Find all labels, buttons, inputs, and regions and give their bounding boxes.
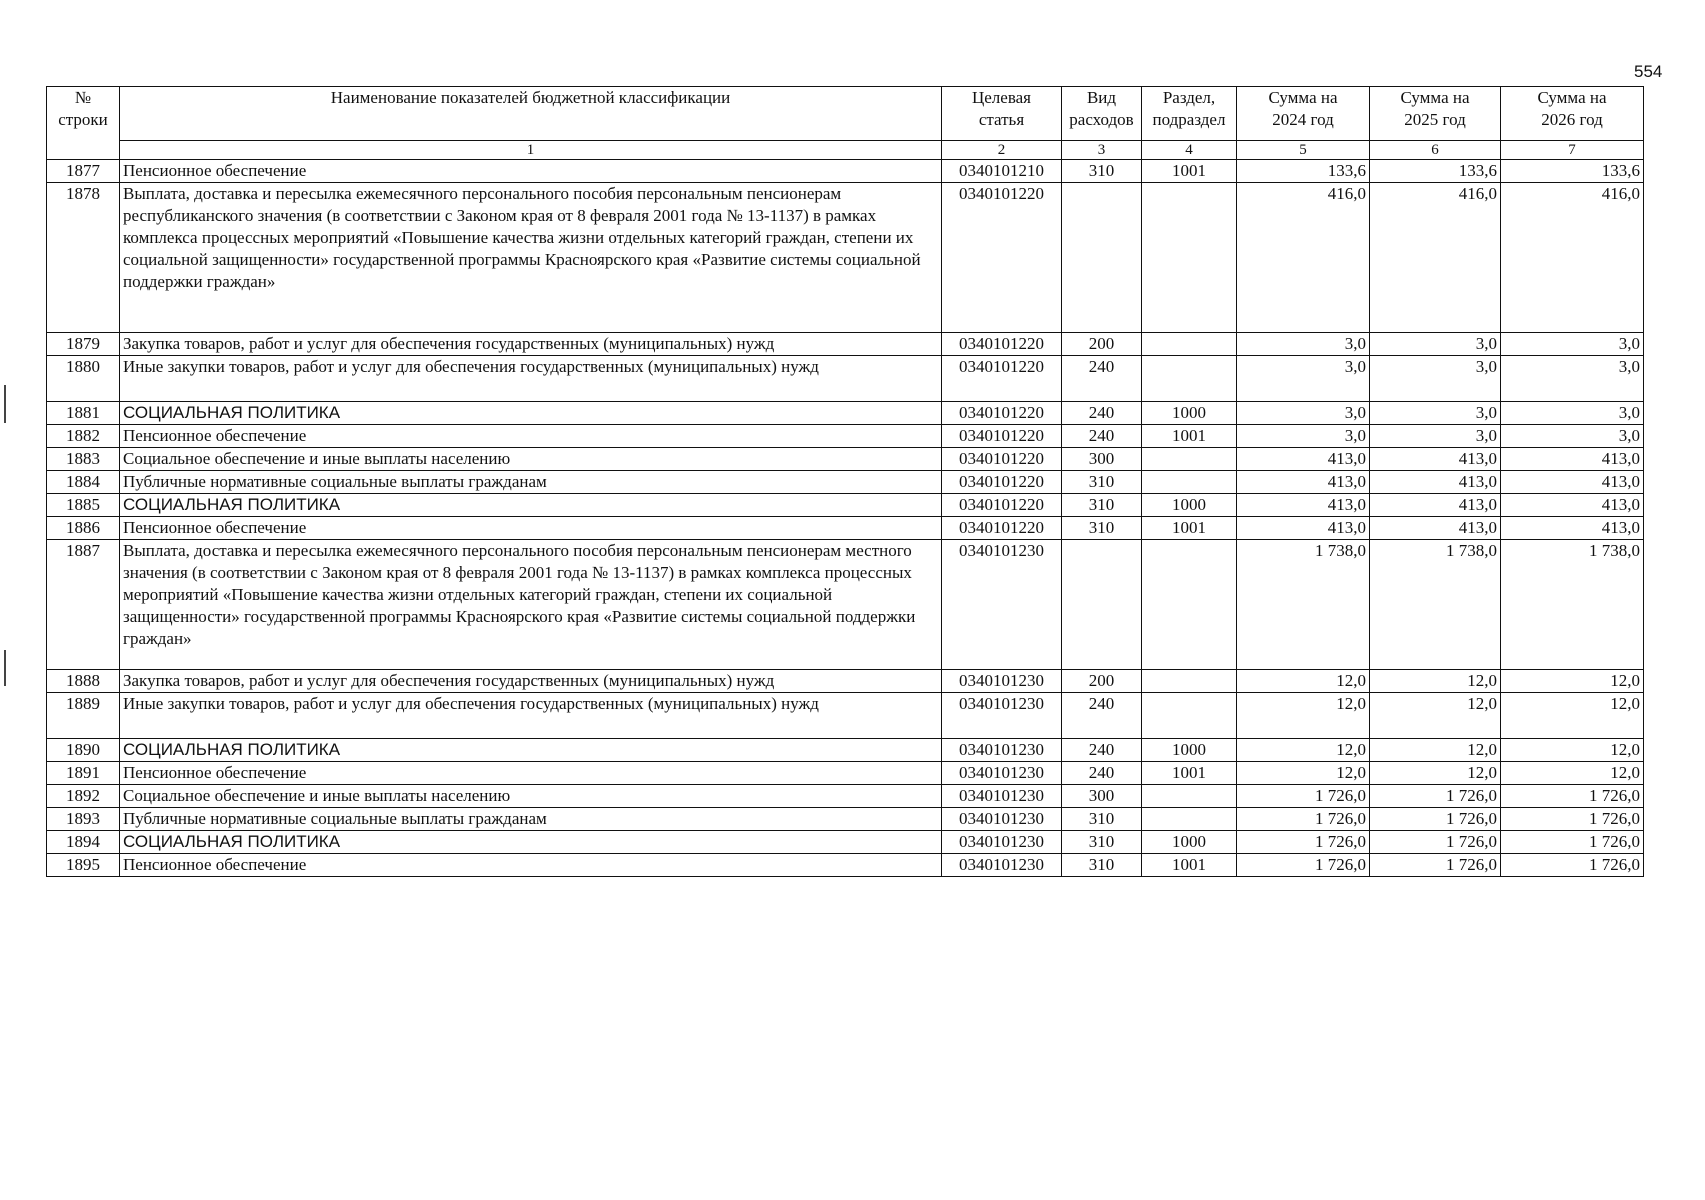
target-article-code: 0340101230 [942,670,1062,693]
sum-2026: 3,0 [1501,402,1644,425]
indicator-name: Закупка товаров, работ и услуг для обеспечения государственных (муниципальных) нужд [120,333,942,356]
sum-2025: 12,0 [1370,762,1501,785]
expense-type-code: 310 [1062,854,1142,877]
sum-2024: 133,6 [1237,160,1370,183]
expense-type-code: 300 [1062,448,1142,471]
sum-2024: 413,0 [1237,448,1370,471]
sum-2025: 12,0 [1370,670,1501,693]
sum-2025: 3,0 [1370,356,1501,402]
row-number: 1892 [47,785,120,808]
expense-type-code: 240 [1062,425,1142,448]
table-row [47,160,1644,183]
sum-2024: 413,0 [1237,494,1370,517]
sum-2025: 133,6 [1370,160,1501,183]
expense-type-code: 200 [1062,670,1142,693]
row-number: 1881 [47,402,120,425]
indicator-name: СОЦИАЛЬНАЯ ПОЛИТИКА [120,739,942,762]
sum-2024: 413,0 [1237,471,1370,494]
sum-2024: 3,0 [1237,333,1370,356]
indicator-name: Пенсионное обеспечение [120,762,942,785]
row-number: 1893 [47,808,120,831]
section-code: 1000 [1142,739,1237,762]
expense-type-code: 310 [1062,471,1142,494]
header-target-article: Целевая статья [942,87,1062,141]
sum-2024: 12,0 [1237,762,1370,785]
target-article-code: 0340101220 [942,333,1062,356]
sum-2026: 3,0 [1501,333,1644,356]
sum-2024: 12,0 [1237,670,1370,693]
sum-2026: 1 738,0 [1501,540,1644,670]
sum-2026: 3,0 [1501,356,1644,402]
section-code: 1000 [1142,831,1237,854]
section-code: 1001 [1142,517,1237,540]
column-number: 7 [1501,141,1644,160]
sum-2024: 413,0 [1237,517,1370,540]
sum-2025: 3,0 [1370,333,1501,356]
table-row [47,356,1644,402]
sum-2025: 12,0 [1370,739,1501,762]
indicator-name: Пенсионное обеспечение [120,517,942,540]
page-number: 554 [1634,62,1663,81]
sum-2026: 413,0 [1501,517,1644,540]
table-row [47,739,1644,762]
table-row [47,670,1644,693]
indicator-name: Иные закупки товаров, работ и услуг для обеспечения государственных (муниципальных) нужд [120,356,942,402]
target-article-code: 0340101210 [942,160,1062,183]
row-number: 1886 [47,517,120,540]
indicator-name: СОЦИАЛЬНАЯ ПОЛИТИКА [120,402,942,425]
section-code [1142,448,1237,471]
table-row [47,540,1644,670]
sum-2024: 3,0 [1237,425,1370,448]
sum-2024: 1 726,0 [1237,831,1370,854]
column-number: 3 [1062,141,1142,160]
table-row [47,854,1644,877]
sum-2026: 12,0 [1501,739,1644,762]
header-sum-2024: Сумма на 2024 год [1237,87,1370,141]
sum-2024: 3,0 [1237,402,1370,425]
target-article-code: 0340101220 [942,356,1062,402]
sum-2024: 416,0 [1237,183,1370,333]
expense-type-code: 310 [1062,808,1142,831]
header-indicator-name: Наименование показателей бюджетной классификации [120,87,942,141]
table-header-row [47,87,1644,141]
sum-2026: 416,0 [1501,183,1644,333]
column-number: 6 [1370,141,1501,160]
section-code [1142,693,1237,739]
sum-2024: 12,0 [1237,739,1370,762]
margin-scan-mark [4,650,6,686]
sum-2024: 12,0 [1237,693,1370,739]
sum-2026: 413,0 [1501,448,1644,471]
row-number: 1885 [47,494,120,517]
indicator-name: Пенсионное обеспечение [120,160,942,183]
section-code [1142,183,1237,333]
row-number: 1895 [47,854,120,877]
expense-type-code: 310 [1062,494,1142,517]
expense-type-code: 240 [1062,356,1142,402]
row-number: 1894 [47,831,120,854]
header-sum-2025: Сумма на 2025 год [1370,87,1501,141]
sum-2024: 1 726,0 [1237,808,1370,831]
expense-type-code: 310 [1062,831,1142,854]
sum-2024: 1 726,0 [1237,854,1370,877]
sum-2024: 1 726,0 [1237,785,1370,808]
sum-2026: 3,0 [1501,425,1644,448]
section-code: 1001 [1142,425,1237,448]
indicator-name: Пенсионное обеспечение [120,425,942,448]
table-row [47,494,1644,517]
expense-type-code: 300 [1062,785,1142,808]
target-article-code: 0340101230 [942,762,1062,785]
target-article-code: 0340101230 [942,739,1062,762]
section-code [1142,670,1237,693]
sum-2025: 416,0 [1370,183,1501,333]
table-row [47,808,1644,831]
section-code [1142,808,1237,831]
section-code [1142,785,1237,808]
sum-2024: 3,0 [1237,356,1370,402]
sum-2026: 133,6 [1501,160,1644,183]
table-row [47,183,1644,333]
sum-2025: 3,0 [1370,402,1501,425]
section-code: 1001 [1142,160,1237,183]
sum-2026: 1 726,0 [1501,854,1644,877]
target-article-code: 0340101230 [942,854,1062,877]
section-code: 1001 [1142,762,1237,785]
expense-type-code: 310 [1062,517,1142,540]
row-number: 1889 [47,693,120,739]
header-sum-2026: Сумма на 2026 год [1501,87,1644,141]
indicator-name: Социальное обеспечение и иные выплаты населению [120,785,942,808]
indicator-name: Публичные нормативные социальные выплаты гражданам [120,808,942,831]
header-section: Раздел, подраздел [1142,87,1237,141]
table-row [47,425,1644,448]
row-number: 1882 [47,425,120,448]
sum-2026: 413,0 [1501,471,1644,494]
expense-type-code [1062,540,1142,670]
target-article-code: 0340101230 [942,785,1062,808]
sum-2026: 12,0 [1501,762,1644,785]
row-number: 1890 [47,739,120,762]
column-number: 5 [1237,141,1370,160]
sum-2025: 1 726,0 [1370,854,1501,877]
section-code: 1001 [1142,854,1237,877]
target-article-code: 0340101220 [942,448,1062,471]
section-code [1142,540,1237,670]
row-number: 1887 [47,540,120,670]
column-number: 2 [942,141,1062,160]
expense-type-code: 200 [1062,333,1142,356]
indicator-name: Социальное обеспечение и иные выплаты населению [120,448,942,471]
indicator-name: Иные закупки товаров, работ и услуг для обеспечения государственных (муниципальных) нужд [120,693,942,739]
expense-type-code: 240 [1062,693,1142,739]
section-code [1142,333,1237,356]
indicator-name: СОЦИАЛЬНАЯ ПОЛИТИКА [120,494,942,517]
indicator-name: Пенсионное обеспечение [120,854,942,877]
table-row [47,333,1644,356]
table-row [47,471,1644,494]
expense-type-code: 240 [1062,739,1142,762]
header-row-number: № строки [47,87,120,160]
section-code [1142,356,1237,402]
sum-2026: 12,0 [1501,670,1644,693]
sum-2025: 1 726,0 [1370,831,1501,854]
header-expense-type: Вид расходов [1062,87,1142,141]
row-number: 1879 [47,333,120,356]
table-row [47,831,1644,854]
sum-2026: 1 726,0 [1501,831,1644,854]
row-number: 1884 [47,471,120,494]
sum-2026: 12,0 [1501,693,1644,739]
column-number: 1 [120,141,942,160]
column-number-row [47,141,1644,160]
column-number: 4 [1142,141,1237,160]
section-code: 1000 [1142,494,1237,517]
table-row [47,785,1644,808]
row-number: 1891 [47,762,120,785]
sum-2025: 12,0 [1370,693,1501,739]
section-code [1142,471,1237,494]
sum-2024: 1 738,0 [1237,540,1370,670]
table-row [47,448,1644,471]
indicator-name: Закупка товаров, работ и услуг для обеспечения государственных (муниципальных) нужд [120,670,942,693]
target-article-code: 0340101230 [942,831,1062,854]
row-number: 1880 [47,356,120,402]
target-article-code: 0340101220 [942,494,1062,517]
target-article-code: 0340101220 [942,402,1062,425]
margin-scan-mark [4,385,6,423]
indicator-name: Публичные нормативные социальные выплаты гражданам [120,471,942,494]
row-number: 1877 [47,160,120,183]
indicator-name: Выплата, доставка и пересылка ежемесячного персонального пособия персональным пенсионерам республиканского значения (в соответствии с Законом края от 8 февраля 2001 года № 13-1137) в рамках комплекса процессных мероприятий «Повышение качества жизни отдельных категорий граждан, степени их социальной защищенности» государственной программы Красноярского края «Развитие системы социальной поддержки граждан» [120,183,942,333]
target-article-code: 0340101230 [942,540,1062,670]
sum-2025: 413,0 [1370,517,1501,540]
row-number: 1883 [47,448,120,471]
target-article-code: 0340101220 [942,517,1062,540]
sum-2026: 413,0 [1501,494,1644,517]
sum-2025: 3,0 [1370,425,1501,448]
sum-2025: 413,0 [1370,448,1501,471]
target-article-code: 0340101230 [942,693,1062,739]
sum-2025: 1 726,0 [1370,785,1501,808]
sum-2025: 413,0 [1370,494,1501,517]
row-number: 1888 [47,670,120,693]
expense-type-code: 310 [1062,160,1142,183]
target-article-code: 0340101220 [942,183,1062,333]
table-row [47,402,1644,425]
expense-type-code: 240 [1062,402,1142,425]
table-row [47,762,1644,785]
target-article-code: 0340101220 [942,425,1062,448]
indicator-name: Выплата, доставка и пересылка ежемесячного персонального пособия персональным пенсионерам местного значения (в соответствии с Законом края от 8 февраля 2001 года № 13-1137) в рамках комплекса процессных мероприятий «Повышение качества жизни отдельных категорий граждан, степени их социальной защищенности» государственной программы Красноярского края «Развитие системы социальной поддержки граждан» [120,540,942,670]
section-code: 1000 [1142,402,1237,425]
expense-type-code: 240 [1062,762,1142,785]
target-article-code: 0340101220 [942,471,1062,494]
sum-2025: 413,0 [1370,471,1501,494]
target-article-code: 0340101230 [942,808,1062,831]
sum-2025: 1 726,0 [1370,808,1501,831]
sum-2026: 1 726,0 [1501,785,1644,808]
budget-table [46,86,1644,877]
expense-type-code [1062,183,1142,333]
indicator-name: СОЦИАЛЬНАЯ ПОЛИТИКА [120,831,942,854]
sum-2026: 1 726,0 [1501,808,1644,831]
table-row [47,693,1644,739]
table-row [47,517,1644,540]
sum-2025: 1 738,0 [1370,540,1501,670]
row-number: 1878 [47,183,120,333]
